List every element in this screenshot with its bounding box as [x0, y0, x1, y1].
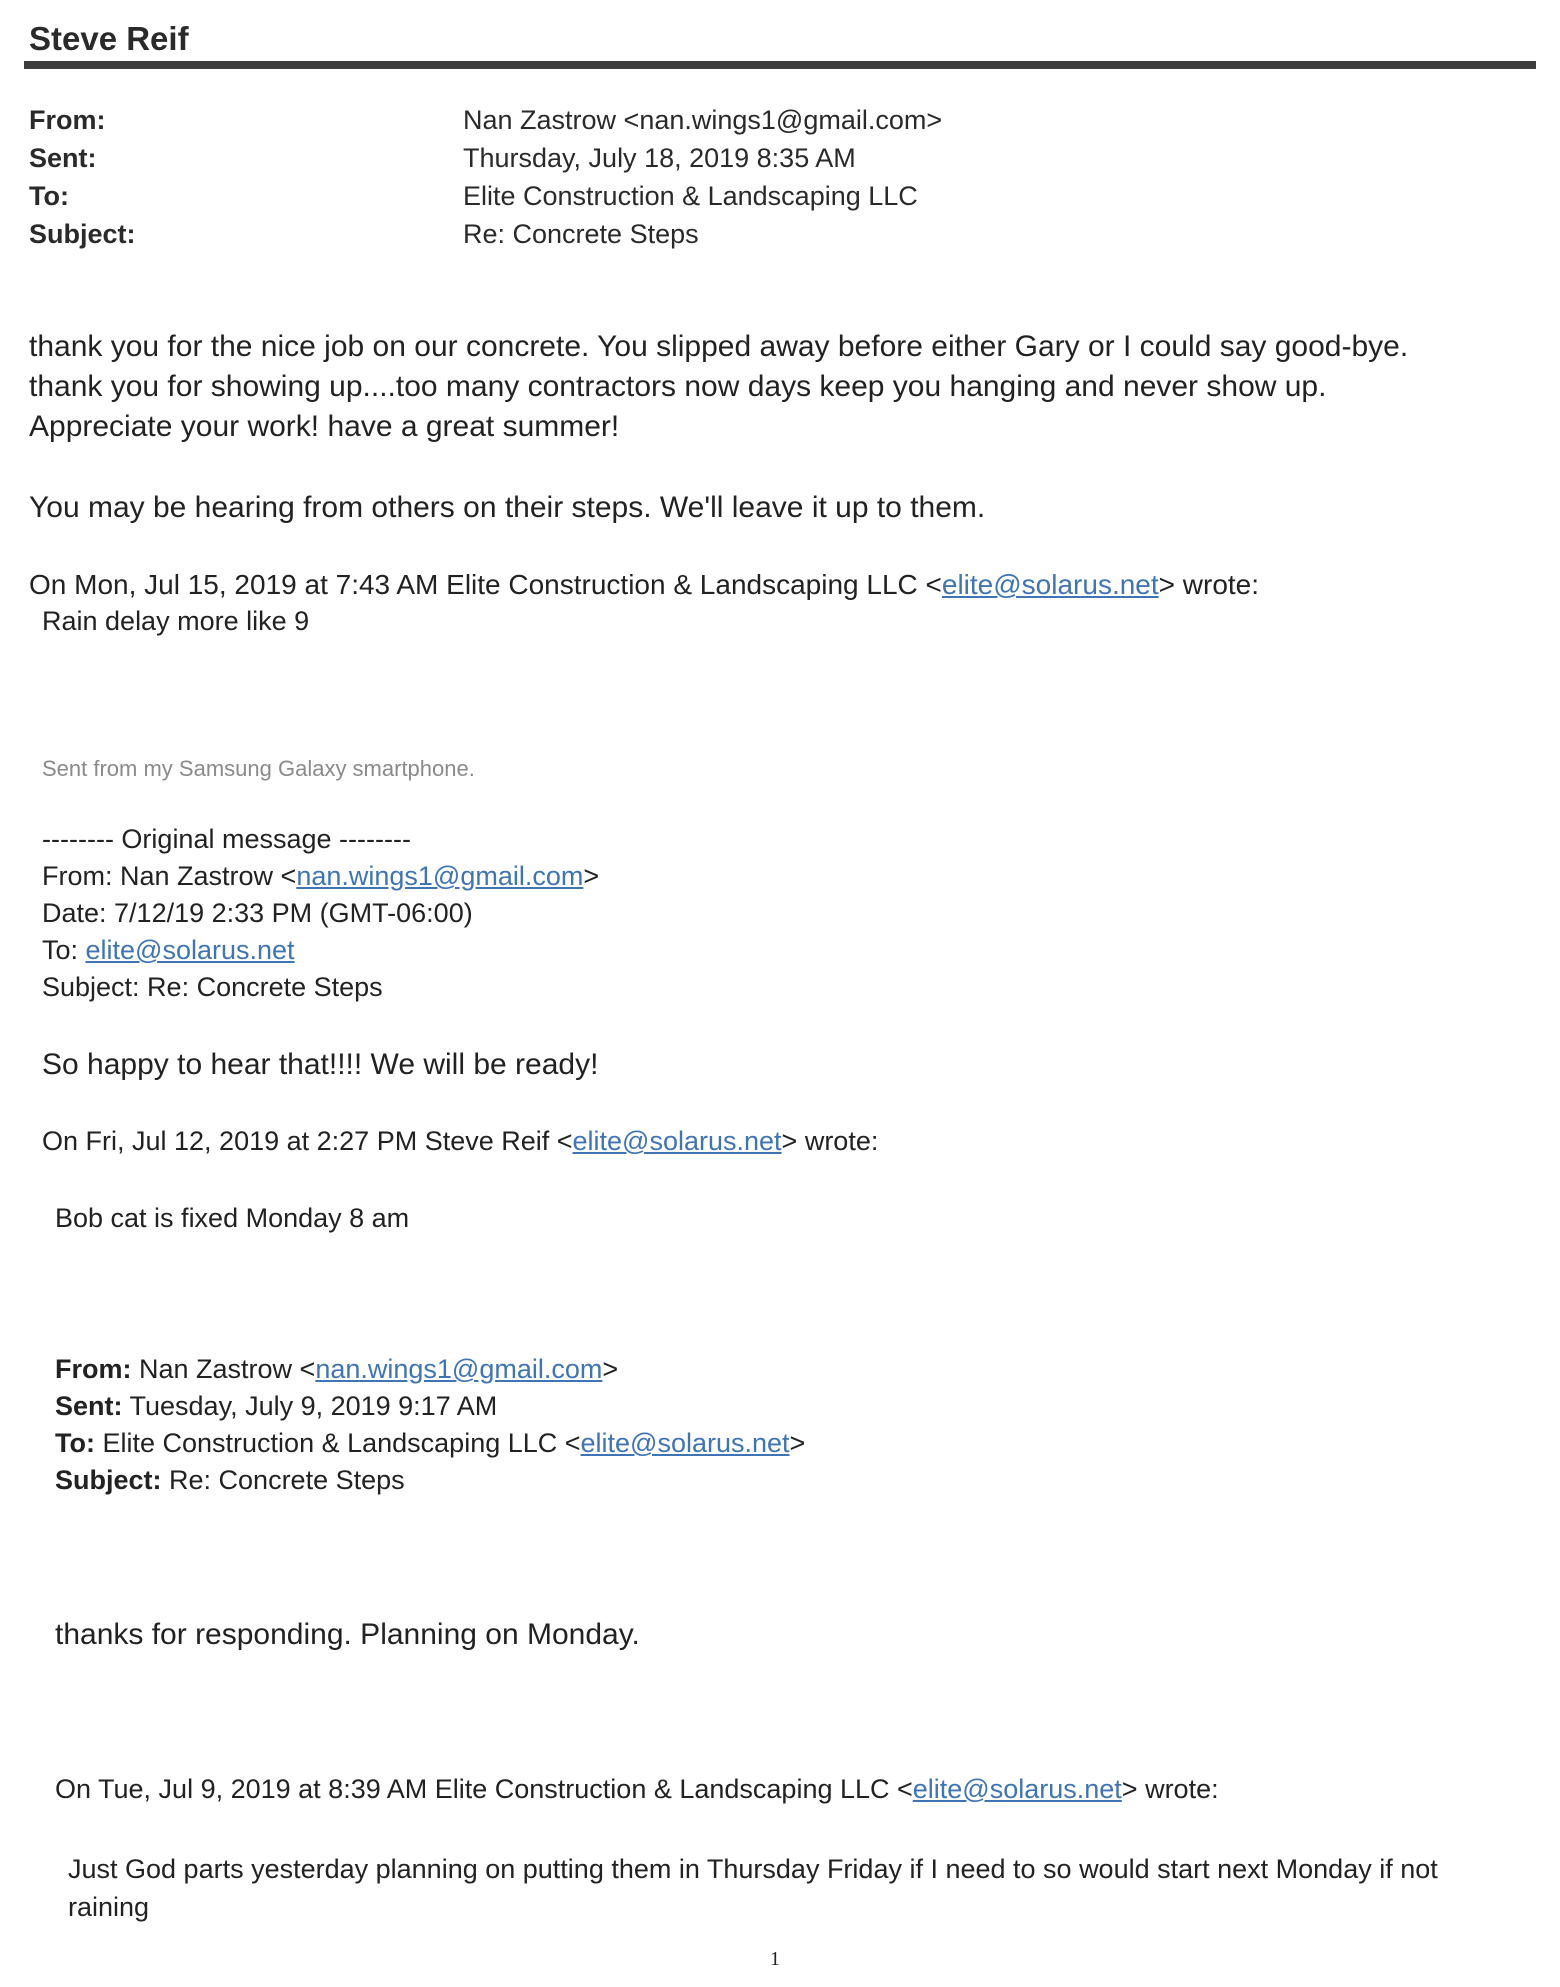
- reply-intro-suffix: > wrote:: [781, 1126, 879, 1156]
- original-from-suffix: >: [583, 861, 600, 891]
- mobile-signature: Sent from my Samsung Galaxy smartphone.: [42, 756, 475, 781]
- reply-intro-text: On Mon, Jul 15, 2019 at 7:43 AM Elite Construction & Landscaping LLC <: [29, 569, 942, 600]
- forwarded-to-label: To:: [55, 1428, 95, 1458]
- sent-value: Thursday, July 18, 2019 8:35 AM: [463, 143, 856, 173]
- forwarded-text: thanks for responding. Planning on Monday.: [55, 1618, 640, 1651]
- to-value: Elite Construction & Landscaping LLC: [463, 181, 918, 211]
- header-divider: [24, 61, 1536, 69]
- from-value: Nan Zastrow <nan.wings1@gmail.com>: [463, 105, 943, 135]
- email-link[interactable]: elite@solarus.net: [580, 1428, 790, 1458]
- reply-text: Bob cat is fixed Monday 8 am: [55, 1203, 410, 1233]
- sender-name: Steve Reif: [29, 20, 189, 57]
- original-to-text: To:: [42, 935, 86, 965]
- body-line: Appreciate your work! have a great summer!: [29, 410, 620, 443]
- forwarded-from-label: From:: [55, 1354, 132, 1384]
- reply-intro: [42, 1126, 878, 1157]
- reply-intro-text: On Fri, Jul 12, 2019 at 2:27 PM Steve Reif <: [42, 1126, 573, 1156]
- email-link[interactable]: nan.wings1@gmail.com: [296, 861, 584, 891]
- email-link[interactable]: elite@solarus.net: [941, 569, 1159, 600]
- original-message-separator: -------- Original message --------: [42, 824, 411, 854]
- forwarded-to: [55, 1428, 805, 1459]
- reply-intro: [29, 569, 1259, 601]
- forwarded-from-text: Nan Zastrow <: [131, 1354, 316, 1384]
- reply-intro-suffix: > wrote:: [1158, 569, 1260, 600]
- original-subject: Subject: Re: Concrete Steps: [42, 972, 383, 1002]
- page-number: 1: [770, 1948, 780, 1970]
- email-link[interactable]: elite@solarus.net: [912, 1774, 1122, 1804]
- forwarded-subject-label: Subject:: [55, 1465, 162, 1495]
- reply-text: Rain delay more like 9: [42, 606, 310, 636]
- forwarded-from-suffix: >: [602, 1354, 619, 1384]
- reply-intro-text: On Tue, Jul 9, 2019 at 8:39 AM Elite Construction & Landscaping LLC <: [55, 1774, 913, 1804]
- body-line: thank you for showing up....too many contractors now days keep you hanging and never show up.: [29, 370, 1327, 403]
- forwarded-to-suffix: >: [789, 1428, 806, 1458]
- original-from-text: From: Nan Zastrow <: [42, 861, 297, 891]
- forwarded-from: [55, 1354, 618, 1385]
- original-date: Date: 7/12/19 2:33 PM (GMT-06:00): [42, 898, 473, 928]
- forwarded-sent-value: Tuesday, July 9, 2019 9:17 AM: [122, 1391, 498, 1421]
- reply-intro-suffix: > wrote:: [1121, 1774, 1219, 1804]
- original-to: [42, 935, 295, 966]
- forwarded-subject: [55, 1465, 405, 1496]
- to-label: To:: [29, 181, 69, 211]
- subject-label: Subject:: [29, 219, 136, 249]
- original-from: [42, 861, 599, 892]
- email-link[interactable]: elite@solarus.net: [572, 1126, 782, 1156]
- from-label: From:: [29, 105, 106, 135]
- email-link[interactable]: elite@solarus.net: [85, 935, 295, 965]
- sent-label: Sent:: [29, 143, 97, 173]
- forwarded-subject-value: Re: Concrete Steps: [161, 1465, 405, 1495]
- original-text: So happy to hear that!!!! We will be ready!: [42, 1048, 599, 1081]
- reply-intro: [55, 1774, 1219, 1805]
- forwarded-sent: [55, 1391, 497, 1422]
- forwarded-sent-label: Sent:: [55, 1391, 123, 1421]
- email-link[interactable]: nan.wings1@gmail.com: [315, 1354, 603, 1384]
- body-line: thank you for the nice job on our concrete. You slipped away before either Gary or I could say good-bye.: [29, 330, 1409, 363]
- reply-text: Just God parts yesterday planning on putting them in Thursday Friday if I need to so would start next Monday if not raining: [68, 1854, 1438, 1922]
- body-line: You may be hearing from others on their steps. We'll leave it up to them.: [29, 491, 986, 524]
- subject-value: Re: Concrete Steps: [463, 219, 699, 249]
- forwarded-to-text: Elite Construction & Landscaping LLC <: [94, 1428, 581, 1458]
